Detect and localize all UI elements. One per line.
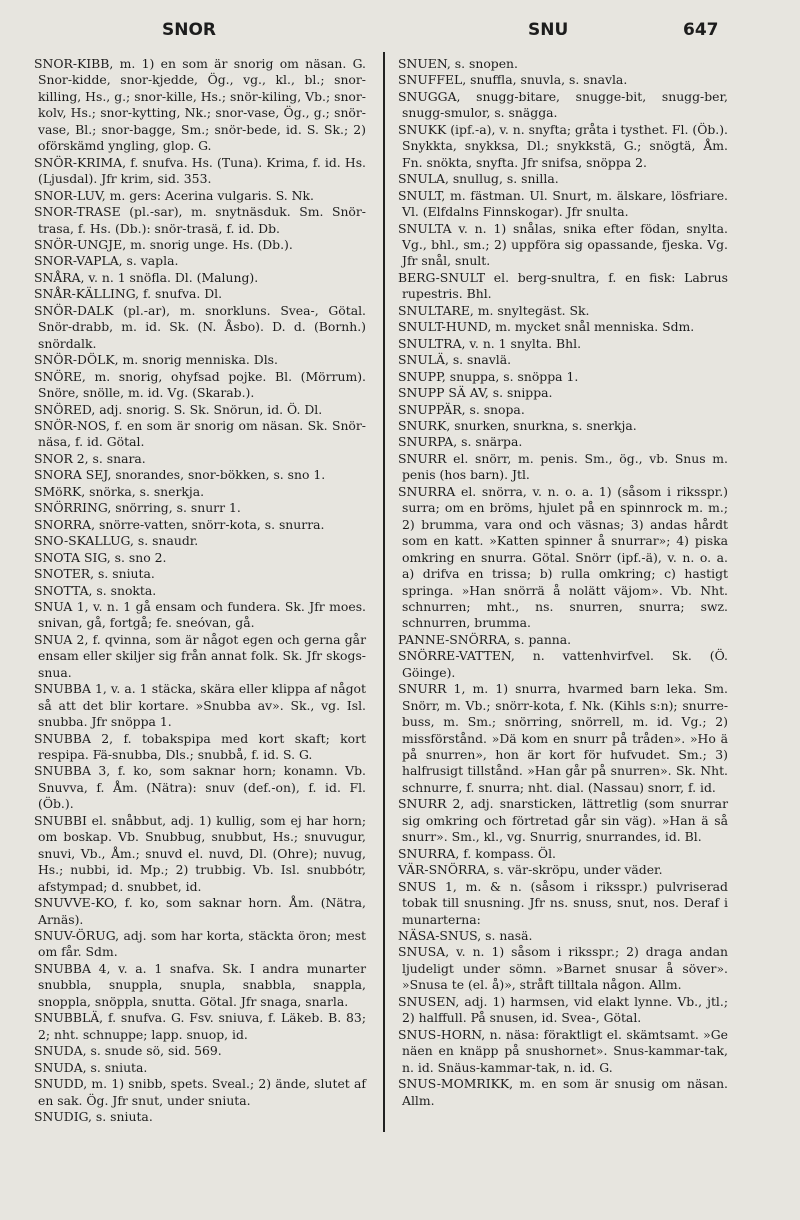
dictionary-entry: SNURR el. snörr, m. penis. Sm., ög., vb. Snus m. penis (hos barn). Jtl. <box>398 450 728 483</box>
dictionary-entry: SNOTA SIG, s. sno 2. <box>34 549 167 565</box>
dictionary-entry: SNUBBI el. snåbbut, adj. 1) kullig, som ej har horn; om boskap. Vb. Snubbug, snubbut, Hs.; snuvugur, snuvi, Vb., Åm.; snuvd el. nuvd, Dl. (Ohre); nuvug, Hs.; nubbi, id. Mp.; 2) trubbig. Vb. Isl. snubbótr, afstympad; d. snubbet, id. <box>34 812 366 894</box>
dictionary-entry: SNÅRA, v. n. 1 snöfla. Dl. (Malung). <box>34 269 259 285</box>
dictionary-entry: NÄSA-SNUS, s. nasä. <box>398 928 533 944</box>
dictionary-entry: SNUDA, s. sniuta. <box>34 1059 148 1075</box>
dictionary-entry: SNOR-KIBB, m. 1) en som är snorig om näsan. G. Snor-kidde, snor-kjedde, Ög., vg., kl., bl.; snor-killing, Hs., g.; snor-kille, Hs.; snör-kiling, Vb.; snor-kolv, Hs.; snor-kytting, Nk.; snor-vase, Ög., g.; snör-vase, Bl.; snor-bagge, Sm.; snör-bede, id. S. Sk.; 2) oförskämd yngling, glop. G. <box>34 56 366 154</box>
dictionary-entry: SNÖRED, adj. snorig. S. Sk. Snörun, id. Ö. Dl. <box>34 401 323 417</box>
dictionary-entry: SMöRK, snörka, s. snerkja. <box>34 483 205 499</box>
dictionary-entry: SNOR-LUV, m. gers: Acerina vulgaris. S. Nk. <box>34 187 314 203</box>
dictionary-entry: SNÖR-DÖLK, m. snorig menniska. Dls. <box>34 352 278 368</box>
dictionary-entry: SNUBBLÄ, f. snufva. G. Fsv. sniuva, f. Läkeb. B. 83; 2; nht. schnuppe; lapp. snuop, id. <box>34 1010 366 1042</box>
dictionary-entry: SNÖR-UNGJE, m. snorig unge. Hs. (Db.). <box>34 236 293 252</box>
left-column <box>34 56 366 1125</box>
dictionary-entry: SNUA 2, f. qvinna, som är något egen och gerna går ensam eller skiljer sig från annat folk. Sk. Jfr skogs-snua. <box>34 631 366 680</box>
dictionary-entry: PANNE-SNÖRRA, s. panna. <box>398 631 572 647</box>
dictionary-entry: SNORRA, snörre-vatten, snörr-kota, s. snurra. <box>34 516 325 532</box>
dictionary-entry: SNUPP SÄ AV, s. snippa. <box>398 385 553 401</box>
dictionary-entry: SNÖRE, m. snorig, ohyfsad pojke. Bl. (Mörrum). Snöre, snölle, m. id. Vg. (Skarab.). <box>34 368 366 401</box>
dictionary-entry: SNULTARE, m. snyltegäst. Sk. <box>398 302 590 318</box>
header-left-keyword: SNOR <box>162 20 217 40</box>
dictionary-entry: SNUS-MOMRIKK, m. en som är snusig om näsan. Allm. <box>398 1076 728 1108</box>
dictionary-entry: SNULÄ, s. snavlä. <box>398 352 512 368</box>
dictionary-entry: SNULTA v. n. 1) snålas, snika efter födan, snylta. Vg., bhl., sm.; 2) uppföra sig opassande, fjeska. Vg. Jfr snål, snult. <box>398 220 728 269</box>
dictionary-entry: SNUPPÄR, s. snopa. <box>398 401 525 417</box>
dictionary-entry: SNUVVE-KO, f. ko, som saknar horn. Åm. (Nätra, Arnäs). <box>34 895 366 927</box>
dictionary-entry: SNUSEN, adj. 1) harmsen, vid elakt lynne. Vb., jtl.; 2) halffull. På snusen, id. Svea-, Götal. <box>398 993 728 1026</box>
dictionary-entry: SNUKK (ipf.-a), v. n. snyfta; gråta i tysthet. Fl. (Öb.). Snykkta, snykksa, Dl.; snykkstä, G.; snögtä, Åm. Fn. snökta, snyfta. Jfr snifsa, snöppa 2. <box>398 121 728 170</box>
dictionary-entry: SNUBBA 4, v. a. 1 snafva. Sk. I andra munarter snubbla, snuppla, snupla, snabbla, snappla, snoppla, snöppla, snutta. Götal. Jfr snaga, snarla. <box>34 960 366 1009</box>
dictionary-entry: SNUDIG, s. sniuta. <box>34 1109 153 1124</box>
right-column <box>398 56 728 1109</box>
dictionary-entry: SNÅR-KÄLLING, f. snufva. Dl. <box>34 286 223 302</box>
dictionary-entry: SNUDD, m. 1) snibb, spets. Sveal.; 2) ände, slutet af en sak. Ög. Jfr snut, under sniuta. <box>34 1076 366 1108</box>
dictionary-entry: SNÖR-KRIMA, f. snufva. Hs. (Tuna). Krima, f. id. Hs. (Ljusdal). Jfr krim, sid. 353. <box>34 154 366 187</box>
page-number: 647 <box>683 20 719 40</box>
header-center-keyword: SNU <box>528 20 569 40</box>
dictionary-entry: SNUA 1, v. n. 1 gå ensam och fundera. Sk. Jfr moes. snivan, gå, fortgå; fe. sneóvan, gå. <box>34 598 366 631</box>
dictionary-entry: BERG-SNULT el. berg-snultra, f. en fisk: Labrus rupestris. Bhl. <box>398 269 728 302</box>
dictionary-entry: SNUSA, v. n. 1) såsom i riksspr.; 2) draga andan ljudeligt under sömn. »Barnet snusar å söver». »Snusa te (el. å)», stråft tilltala någon. Allm. <box>398 944 728 993</box>
dictionary-entry: SNÖRRE-VATTEN, n. vattenhvirfvel. Sk. (Ö. Göinge). <box>398 648 728 680</box>
dictionary-entry: SNORA SEJ, snorandes, snor-bökken, s. sno 1. <box>34 467 326 483</box>
dictionary-entry: SNÖRRING, snörring, s. snurr 1. <box>34 500 241 516</box>
dictionary-entry: SNULTRA, v. n. 1 snylta. Bhl. <box>398 335 582 351</box>
dictionary-entry: SNOTER, s. sniuta. <box>34 566 155 582</box>
dictionary-entry: SNURR 1, m. 1) snurra, hvarmed barn leka. Sm. Snörr, m. Vb.; snörr-kota, f. Nk. (Kihls s:n); snurre-buss, m. Sm.; snörring, snörrell, m. id. Vg.; 2) missförstånd. »Dä kom en snurr på tråden». »Ho ä på snurren», hon är kort för hufvudet. Sm.; 3) halfrusigt tillstånd. »Han går på snurren». Sk. Nht. schnurre, f. snurra; nht. dial. (Nassau) snorr, f. id. <box>398 681 728 795</box>
dictionary-entry: SNUS-HORN, n. näsa: föraktligt el. skämtsamt. »Ge näen en knäpp på snushornet». Snus-kammar-tak, n. id. Snäus-kammar-tak, n. id. G. <box>398 1026 728 1075</box>
dictionary-entry: SNURR 2, adj. snarsticken, lättretlig (som snurrar sig omkring och förtretad går sin väg). »Han ä så snurr». Sm., kl., vg. Snurrig, snurrandes, id. Bl. <box>398 796 728 845</box>
dictionary-entry: SNUBBA 3, f. ko, som saknar horn; konamn. Vb. Snuvva, f. Åm. (Nätra): snuv (def.-on), f. id. Fl. (Öb.). <box>34 763 366 812</box>
dictionary-entry: SNURRA el. snörra, v. n. o. a. 1) (såsom i riksspr.) surra; om en bröms, hjulet på en spinnrock m. m.; 2) brumma, vara ond och väsnas; 3) andas hårdt som en katt. »Katten spinner å snurrar»; 4) piska omkring en snurra. Götal. Snörr (ipf.-ä), v. n. o. a. a) drifva en trissa; b) rulla omkring; c) hastigt springa. »Han snörrä å nolätt väjom». Vb. Nht. schnurren; mht., ns. snurren, snurra; swz. schnurren, brumma. <box>398 483 728 631</box>
dictionary-entry: SNUBBA 1, v. a. 1 stäcka, skära eller klippa af något så att det blir kortare. »Snubba av». Sk., vg. Isl. snubba. Jfr snöppa 1. <box>34 681 366 730</box>
dictionary-entry: SNURRA, f. kompass. Öl. <box>398 845 556 861</box>
page-header <box>0 20 800 44</box>
dictionary-entry: SNUFFEL, snuffla, snuvla, s. snavla. <box>398 72 628 88</box>
dictionary-entry: SNÖR-NOS, f. en som är snorig om näsan. Sk. Snör-näsa, f. id. Götal. <box>34 417 366 450</box>
dictionary-entry: SNULA, snullug, s. snilla. <box>398 171 559 187</box>
dictionary-entry: SNURK, snurken, snurkna, s. snerkja. <box>398 417 637 433</box>
dictionary-entry: VÄR-SNÖRRA, s. vär-skröpu, under väder. <box>398 862 663 878</box>
dictionary-entry: SNO-SKALLUG, s. snaudr. <box>34 533 199 549</box>
column-divider <box>383 52 385 1132</box>
dictionary-entry: SNOR 2, s. snara. <box>34 450 146 466</box>
dictionary-entry: SNUDA, s. snude sö, sid. 569. <box>34 1043 222 1059</box>
dictionary-entry: SNURPA, s. snärpa. <box>398 434 523 450</box>
dictionary-entry: SNOR-VAPLA, s. vapla. <box>34 253 179 269</box>
dictionary-entry: SNULT, m. fästman. Ul. Snurt, m. älskare, lösfriare. Vl. (Elfdalns Finnskogar). Jfr snulta. <box>398 187 728 220</box>
dictionary-entry: SNOR-TRASE (pl.-sar), m. snytnäsduk. Sm. Snör-trasa, f. Hs. (Db.): snör-trasä, f. id. Db. <box>34 204 366 236</box>
dictionary-entry: SNUEN, s. snopen. <box>398 56 518 71</box>
dictionary-entry: SNÖR-DALK (pl.-ar), m. snorkluns. Svea-, Götal. Snör-drabb, m. id. Sk. (N. Åsbo). D. d. (Bornh.) snördalk. <box>34 302 366 351</box>
dictionary-entry: SNUV-ÖRUG, adj. som har korta, stäckta öron; mest om får. Sdm. <box>34 928 366 960</box>
dictionary-entry: SNUGGA, snugg-bitare, snugge-bit, snugg-ber, snugg-smulor, s. snägga. <box>398 88 728 121</box>
dictionary-entry: SNUBBA 2, f. tobakspipa med kort skaft; kort respipa. Fä-snubba, Dls.; snubbå, f. id. S. G. <box>34 730 366 763</box>
dictionary-entry: SNULT-HUND, m. mycket snål menniska. Sdm. <box>398 319 695 335</box>
dictionary-entry: SNUPP, snuppa, s. snöppa 1. <box>398 368 579 384</box>
dictionary-entry: SNOTTA, s. snokta. <box>34 582 157 598</box>
dictionary-entry: SNUS 1, m. & n. (såsom i riksspr.) pulvriserad tobak till snusning. Jfr ns. snuss, snut, nos. Deraf i munarterna: <box>398 878 728 927</box>
